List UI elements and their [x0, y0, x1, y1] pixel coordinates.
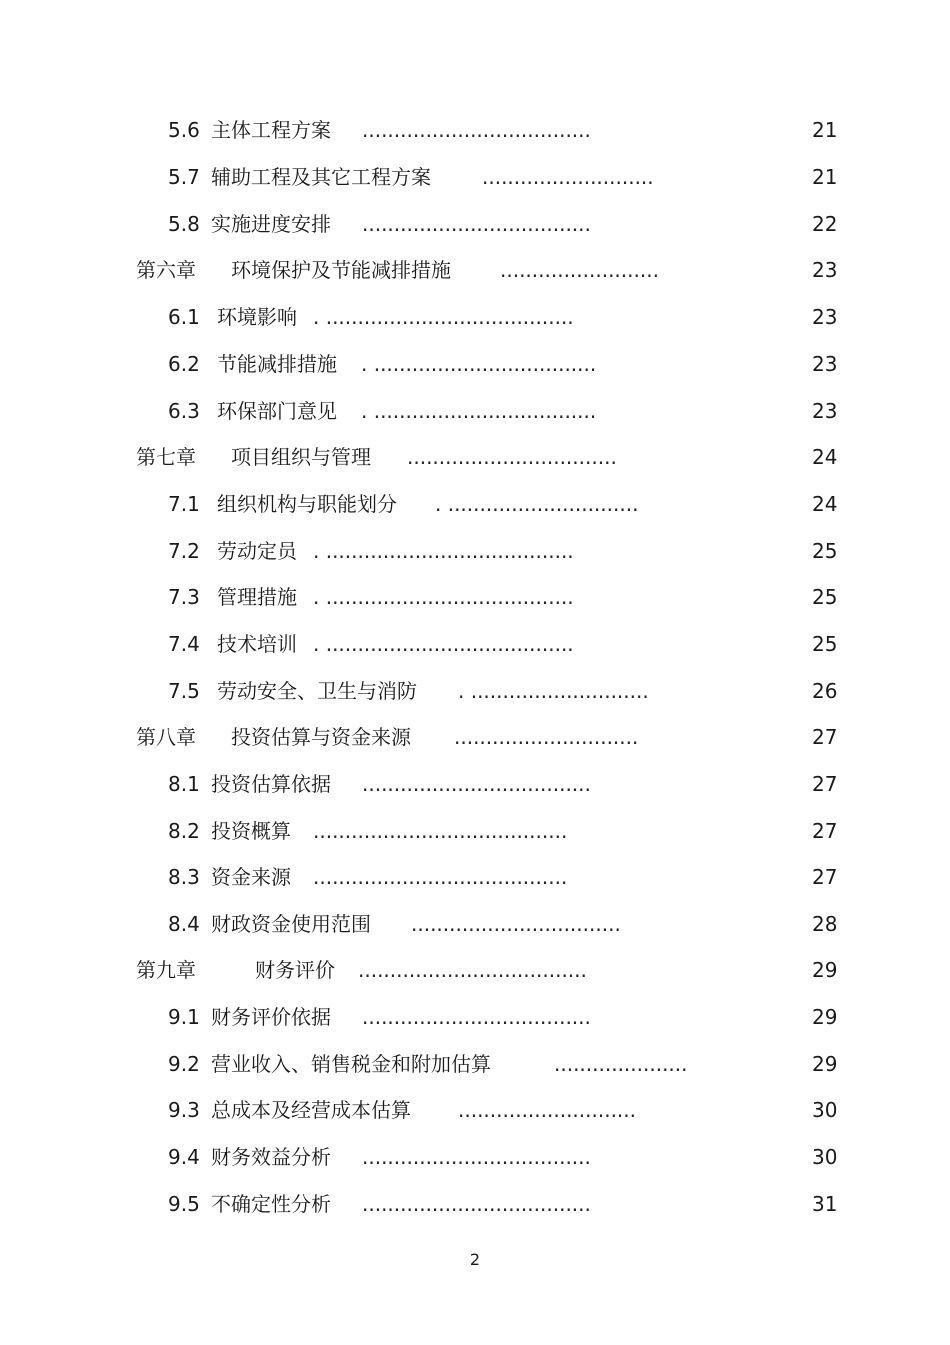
toc-leader-dots: ....................................	[362, 1145, 591, 1169]
toc-entry-page: 25	[812, 632, 838, 656]
toc-entry-number: 7.5	[168, 679, 200, 703]
toc-entry	[0, 624, 950, 664]
toc-entry-title: 总成本及经营成本估算	[211, 1098, 411, 1122]
toc-entry-title: 实施进度安排	[211, 212, 331, 236]
toc-entry-page: 28	[812, 912, 838, 936]
toc-entry-number: 6.3	[168, 399, 200, 423]
toc-entry-page: 27	[812, 772, 838, 796]
toc-entry	[0, 297, 950, 337]
toc-entry	[0, 204, 950, 244]
toc-entry	[0, 157, 950, 197]
toc-entry-title: 主体工程方案	[211, 118, 331, 142]
toc-entry-page: 31	[812, 1192, 838, 1216]
toc-entry-page: 23	[812, 305, 838, 329]
toc-entry-page: 29	[812, 958, 838, 982]
toc-chapter-number: 第六章	[136, 258, 196, 282]
toc-chapter-number: 第七章	[136, 445, 196, 469]
toc-entry-number: 7.2	[168, 539, 200, 563]
toc-leader-dots: . ...................................	[361, 352, 597, 376]
toc-leader-dots: . .......................................	[313, 632, 574, 656]
toc-leader-dots: ....................................	[362, 1005, 591, 1029]
toc-entry	[0, 764, 950, 804]
toc-entry	[0, 1137, 950, 1177]
toc-entry-title: 营业收入、销售税金和附加估算	[211, 1052, 491, 1076]
toc-entry-page: 25	[812, 585, 838, 609]
toc-entry	[0, 997, 950, 1037]
toc-leader-dots: .........................	[500, 258, 659, 282]
toc-leader-dots: ...........................	[482, 165, 654, 189]
toc-entry-title: 节能减排措施	[217, 352, 337, 376]
toc-entry	[0, 1090, 950, 1130]
toc-entry	[0, 344, 950, 384]
toc-entry-number: 7.1	[168, 492, 200, 516]
toc-leader-dots: ....................................	[362, 772, 591, 796]
toc-entry-page: 26	[812, 679, 838, 703]
toc-entry-number: 9.2	[168, 1052, 200, 1076]
toc-entry-title: 财政资金使用范围	[211, 912, 371, 936]
toc-entry-number: 6.2	[168, 352, 200, 376]
toc-entry-title: 组织机构与职能划分	[217, 492, 397, 516]
toc-entry-number: 8.2	[168, 819, 200, 843]
toc-entry-number: 5.6	[168, 118, 200, 142]
toc-entry-page: 24	[812, 492, 838, 516]
toc-entry-title: 资金来源	[211, 865, 291, 889]
page-number: 2	[469, 1250, 481, 1269]
toc-entry	[0, 904, 950, 944]
toc-chapter-title: 项目组织与管理	[231, 445, 371, 469]
toc-chapter-title: 财务评价	[255, 958, 335, 982]
toc-entry	[0, 1184, 950, 1224]
toc-leader-dots: . ..............................	[435, 492, 639, 516]
toc-leader-dots: ....................................	[358, 958, 587, 982]
toc-entry-page: 23	[812, 258, 838, 282]
toc-leader-dots: .................................	[411, 912, 621, 936]
toc-entry-number: 8.1	[168, 772, 200, 796]
toc-entry-page: 29	[812, 1005, 838, 1029]
toc-leader-dots: . ...................................	[361, 399, 597, 423]
toc-chapter	[0, 250, 950, 290]
toc-chapter-title: 环境保护及节能减排措施	[231, 258, 451, 282]
toc-entry-title: 劳动安全、卫生与消防	[217, 679, 417, 703]
toc-chapter-title: 投资估算与资金来源	[231, 725, 411, 749]
toc-leader-dots: . .......................................	[313, 539, 574, 563]
toc-entry-number: 7.4	[168, 632, 200, 656]
toc-entry	[0, 1044, 950, 1084]
toc-entry-page: 27	[812, 865, 838, 889]
toc-chapter	[0, 437, 950, 477]
toc-entry-number: 5.8	[168, 212, 200, 236]
toc-entry-title: 管理措施	[217, 585, 297, 609]
toc-entry-number: 9.5	[168, 1192, 200, 1216]
toc-chapter-number: 第九章	[136, 958, 196, 982]
toc-entry-page: 21	[812, 165, 838, 189]
toc-entry-title: 财务评价依据	[211, 1005, 331, 1029]
toc-entry-title: 投资估算依据	[211, 772, 331, 796]
toc-entry-title: 环保部门意见	[217, 399, 337, 423]
toc-leader-dots: . ............................	[458, 679, 649, 703]
toc-entry	[0, 671, 950, 711]
toc-entry-page: 23	[812, 399, 838, 423]
toc-entry-number: 6.1	[168, 305, 200, 329]
toc-entry	[0, 110, 950, 150]
toc-entry	[0, 531, 950, 571]
toc-entry-page: 29	[812, 1052, 838, 1076]
toc-entry-number: 5.7	[168, 165, 200, 189]
toc-entry-title: 财务效益分析	[211, 1145, 331, 1169]
toc-entry-page: 23	[812, 352, 838, 376]
toc-leader-dots: ....................................	[362, 118, 591, 142]
toc-chapter	[0, 950, 950, 990]
toc-entry-number: 7.3	[168, 585, 200, 609]
toc-entry-title: 技术培训	[217, 632, 297, 656]
toc-entry-title: 劳动定员	[217, 539, 297, 563]
toc-entry-page: 27	[812, 725, 838, 749]
toc-entry-page: 21	[812, 118, 838, 142]
toc-leader-dots: . .......................................	[313, 585, 574, 609]
toc-chapter	[0, 717, 950, 757]
toc-chapter-number: 第八章	[136, 725, 196, 749]
toc-leader-dots: . .......................................	[313, 305, 574, 329]
toc-leader-dots: .................................	[407, 445, 617, 469]
toc-leader-dots: ............................	[458, 1098, 637, 1122]
toc-entry	[0, 577, 950, 617]
toc-entry-title: 投资概算	[211, 819, 291, 843]
toc-entry-title: 不确定性分析	[211, 1192, 331, 1216]
toc-entry-page: 22	[812, 212, 838, 236]
toc-entry-page: 27	[812, 819, 838, 843]
toc-leader-dots: ........................................	[313, 819, 568, 843]
toc-leader-dots: ....................................	[362, 212, 591, 236]
toc-leader-dots: .............................	[454, 725, 639, 749]
toc-leader-dots: ........................................	[313, 865, 568, 889]
toc-entry-number: 9.4	[168, 1145, 200, 1169]
toc-entry-page: 30	[812, 1098, 838, 1122]
toc-entry	[0, 484, 950, 524]
toc-leader-dots: ....................................	[362, 1192, 591, 1216]
toc-entry-number: 9.1	[168, 1005, 200, 1029]
toc-entry-number: 8.3	[168, 865, 200, 889]
toc-entry-title: 环境影响	[217, 305, 297, 329]
toc-leader-dots: .....................	[554, 1052, 688, 1076]
toc-entry-title: 辅助工程及其它工程方案	[211, 165, 431, 189]
toc-entry-number: 8.4	[168, 912, 200, 936]
toc-entry-page: 30	[812, 1145, 838, 1169]
toc-entry-page: 25	[812, 539, 838, 563]
toc-entry-number: 9.3	[168, 1098, 200, 1122]
toc-entry	[0, 811, 950, 851]
toc-entry	[0, 857, 950, 897]
toc-entry-page: 24	[812, 445, 838, 469]
toc-entry	[0, 391, 950, 431]
